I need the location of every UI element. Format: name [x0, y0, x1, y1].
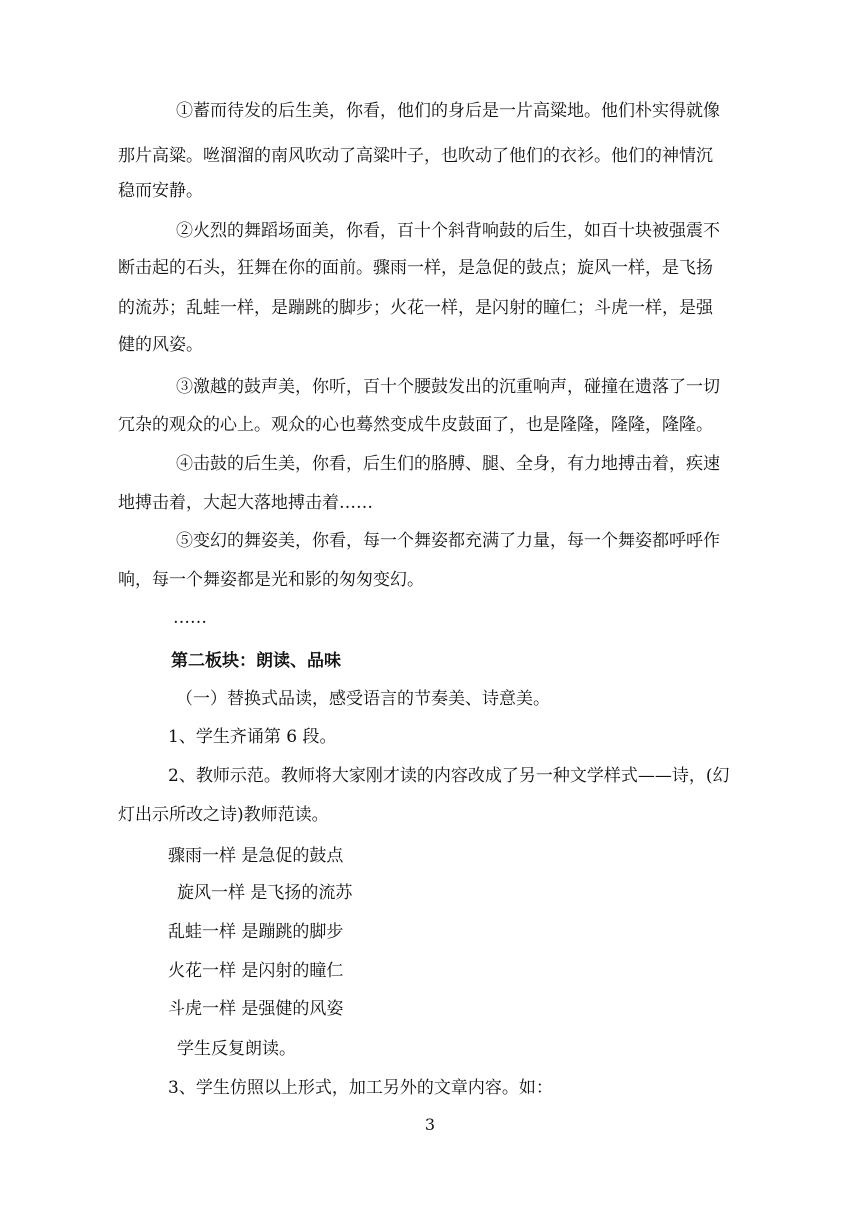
text-line: ①蓄而待发的后生美，你看，他们的身后是一片高粱地。他们朴实得就像 — [176, 101, 720, 121]
text-line: 的流苏；乱蛙一样，是蹦跳的脚步；火花一样，是闪射的瞳仁；斗虎一样，是强 — [118, 298, 713, 318]
poem-line: 斗虎一样 是强健的风姿 — [168, 999, 344, 1019]
text-line: ②火烈的舞蹈场面美，你看，百十个斜背响鼓的后生，如百十块被强震不 — [176, 221, 720, 241]
text-line: （一）替换式品读，感受语言的节奏美、诗意美。 — [176, 689, 550, 709]
text-line: 1、学生齐诵第 6 段。 — [168, 727, 337, 747]
text-line: 那片高粱。咝溜溜的南风吹动了高粱叶子，也吹动了他们的衣衫。他们的神情沉 — [118, 146, 713, 166]
poem-line: 乱蛙一样 是蹦跳的脚步 — [168, 922, 344, 942]
poem-line: 旋风一样 是飞扬的流苏 — [177, 883, 353, 903]
text-line: 断击起的石头，狂舞在你的面前。骤雨一样，是急促的鼓点；旋风一样，是飞扬 — [118, 258, 713, 278]
text-line: ③激越的鼓声美，你听，百十个腰鼓发出的沉重响声，碰撞在遗落了一切 — [176, 377, 720, 397]
page-number: 3 — [424, 1115, 436, 1134]
text-line: ④击鼓的后生美，你看，后生们的胳膊、腿、全身，有力地搏击着，疾速 — [176, 454, 720, 474]
text-line: 稳而安静。 — [118, 181, 203, 201]
section-heading: 第二板块：朗读、品味 — [171, 651, 341, 671]
text-line: 2、教师示范。教师将大家刚才读的内容改成了另一种文学样式——诗，(幻 — [168, 766, 730, 786]
poem-line: 骤雨一样 是急促的鼓点 — [168, 846, 344, 866]
text-line: 健的风姿。 — [118, 335, 203, 355]
text-line: 响，每一个舞姿都是光和影的匆匆变幻。 — [118, 570, 424, 590]
text-line: 灯出示所改之诗)教师范读。 — [118, 805, 329, 825]
text-line: …… — [173, 608, 207, 628]
text-line: ⑤变幻的舞姿美，你看，每一个舞姿都充满了力量，每一个舞姿都呼呼作 — [176, 531, 720, 551]
poem-line: 火花一样 是闪射的瞳仁 — [168, 961, 344, 981]
text-line: 冗杂的观众的心上。观众的心也蓦然变成牛皮鼓面了，也是隆隆，隆隆，隆隆。 — [118, 415, 713, 435]
text-line: 地搏击着，大起大落地搏击着…… — [118, 493, 373, 513]
text-line: 学生反复朗读。 — [177, 1039, 296, 1059]
text-line: 3、学生仿照以上形式，加工另外的文章内容。如： — [168, 1078, 553, 1098]
